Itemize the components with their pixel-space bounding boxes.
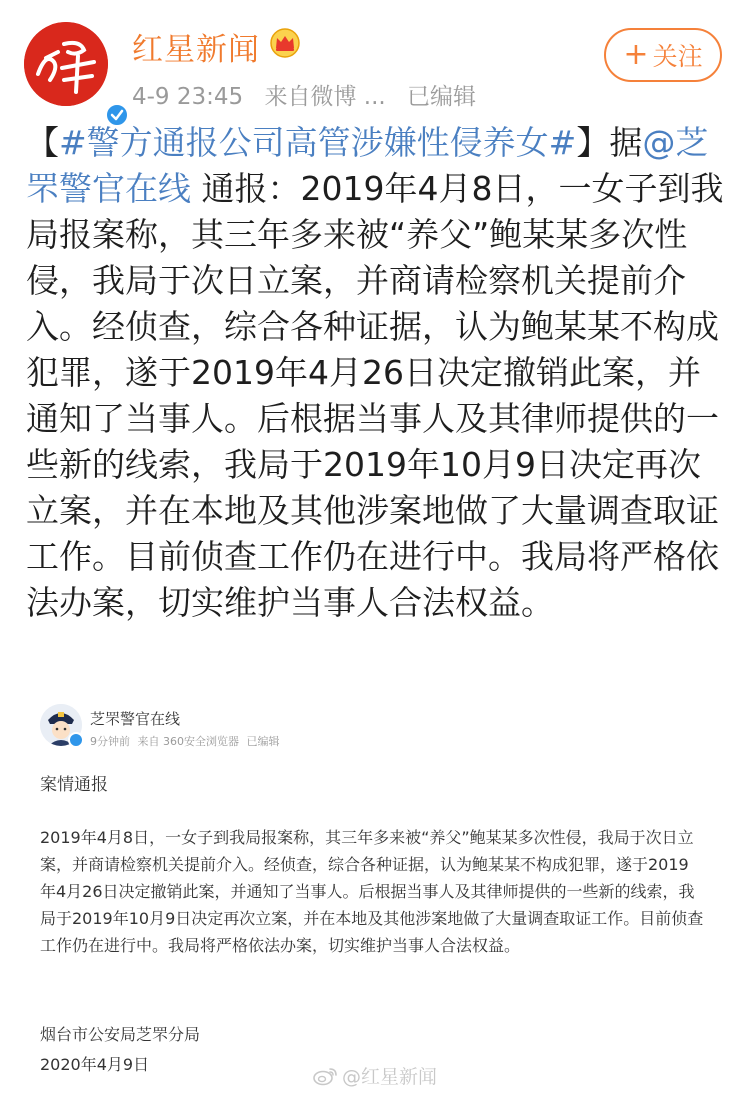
follow-button[interactable] [604, 28, 722, 82]
watermark [312, 1062, 437, 1089]
follow-label: 关注 [652, 42, 703, 71]
mention-link[interactable]: @芝罘警官在线 [26, 123, 709, 208]
edited-label[interactable]: 已编辑 [407, 84, 477, 110]
hashtag-link[interactable]: #警方通报公司高管涉嫌性侵养女# [59, 123, 577, 162]
account-avatar[interactable] [24, 22, 108, 106]
post-text [26, 120, 726, 626]
watermark-text: @红星新闻 [342, 1066, 438, 1088]
embed-edited: 已编辑 [246, 735, 280, 748]
post-body-text: 通报：2019年4月8日，一女子到我局报案称，其三年多来被“养父”鲍某某多次性侵，我局于次日立案，并商请检察机关提前介入。经侦查，综合各种证据，认为鲍某某不构成犯罪，遂于2019年4月26日决定撤销此案，并通知了当事人。后根据当事人及其律师提供的一些新的线索，我局于2019年10月9日决定再次立案，并在本地及其他涉案地做了大量调查取证工作。目前侦查工作仍在进行中。我局将严格依法办案，切实维护当事人合法权益。 [26, 169, 724, 622]
signature-date: 2020年4月9日 [40, 1055, 150, 1074]
post-source[interactable]: 来自微博 ... [264, 84, 386, 110]
post-meta [132, 78, 490, 111]
bracket-open: 【 [26, 123, 59, 162]
post-timestamp: 4-9 23:45 [132, 84, 244, 110]
embed-source: 来自 360安全浏览器 [137, 735, 239, 748]
notice-signature [40, 1020, 200, 1080]
bracket-close: 】据 [576, 123, 643, 162]
embedded-screenshot[interactable] [0, 690, 750, 1099]
weibo-icon [312, 1066, 338, 1086]
notice-body: 2019年4月8日，一女子到我局报案称，其三年多来被“养父”鲍某某多次性侵，我局于次日立案，并商请检察机关提前介入。经侦查，综合各种证据，认为鲍某某不构成犯罪，遂于2019年4月26日决定撤销此案，并通知了当事人。后根据当事人及其律师提供的一些新的线索，我局于2019年10月9日决定再次立案，并在本地及其他涉案地做了大量调查取证工作。目前侦查工作仍在进行中。我局将严格依法办案，切实维护当事人合法权益。 [40, 828, 704, 955]
signature-org: 烟台市公安局芝罘分局 [40, 1025, 201, 1044]
embed-meta [90, 733, 284, 749]
post-header [0, 0, 750, 120]
avatar-logo [24, 22, 108, 106]
embed-account-name: 芝罘警官在线 [90, 710, 181, 728]
plus-icon: + [623, 37, 649, 72]
embed-verified-icon [68, 732, 84, 748]
crown-icon [268, 28, 302, 58]
embed-time: 9分钟前 [90, 735, 130, 748]
account-name[interactable]: 红星新闻 [132, 32, 260, 68]
notice-title: 案情通报 [40, 775, 108, 795]
